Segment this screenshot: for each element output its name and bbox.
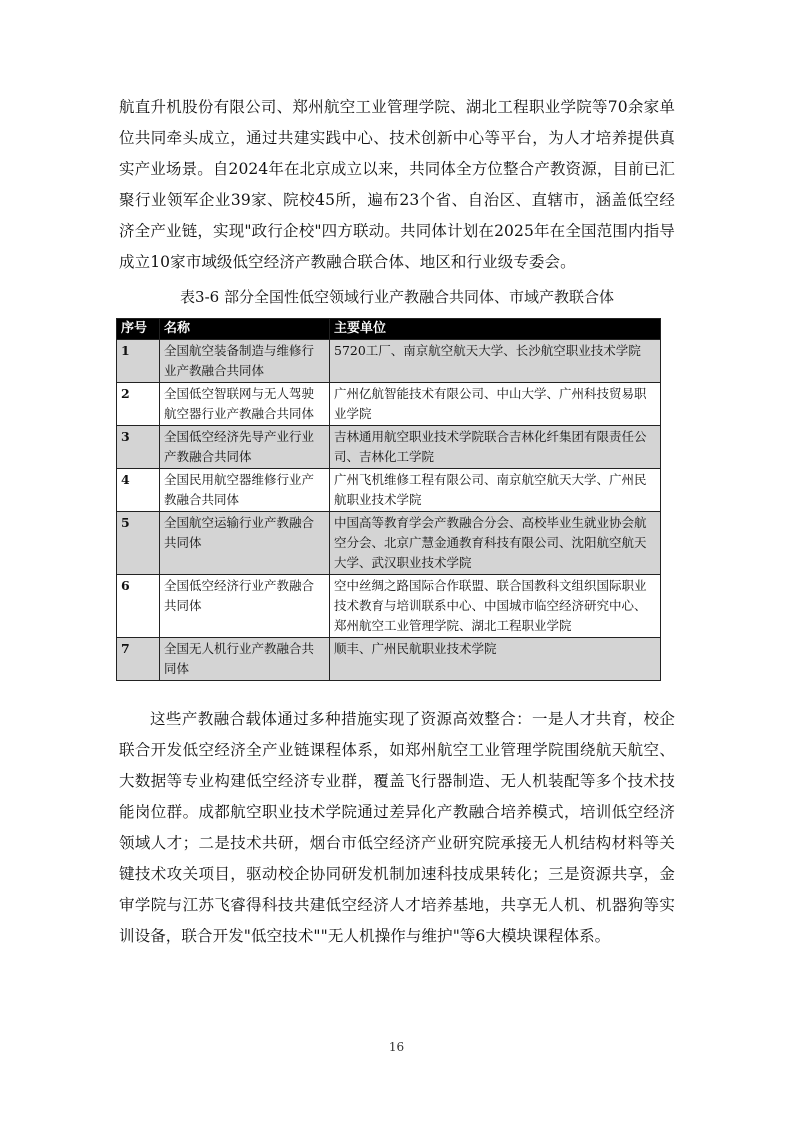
row-units: 广州飞机维修工程有限公司、南京航空航天大学、广州民航职业技术学院 bbox=[330, 469, 661, 512]
table-row bbox=[117, 340, 661, 383]
row-index: 1 bbox=[117, 340, 160, 383]
row-units: 中国高等教育学会产教融合分会、高校毕业生就业协会航空分会、北京广慧金通教育科技有限公司、沈阳航空航天大学、武汉职业技术学院 bbox=[330, 512, 661, 575]
paragraph-bottom: 这些产教融合载体通过多种措施实现了资源高效整合：一是人才共育，校企联合开发低空经济全产业链课程体系，如郑州航空工业管理学院围绕航天航空、大数据等专业构建低空经济专业群，覆盖飞行器制造、无人机装配等多个技术技能岗位群。成都航空职业技术学院通过差异化产教融合培养模式，培训低空经济领域人才；二是技术共研，烟台市低空经济产业研究院承接无人机结构材料等关键技术攻关项目，驱动校企协同研发机制加速科技成果转化；三是资源共享，金审学院与江苏飞睿得科技共建低空经济人才培养基地，共享无人机、机器狗等实训设备，联合开发"低空技术""无人机操作与维护"等6大模块课程体系。 bbox=[119, 710, 675, 945]
row-index: 6 bbox=[117, 575, 160, 638]
header-index: 序号 bbox=[117, 319, 160, 340]
row-name: 全国航空装备制造与维修行业产教融合共同体 bbox=[160, 340, 330, 383]
page-number: 16 bbox=[388, 1040, 405, 1054]
header-units: 主要单位 bbox=[330, 319, 661, 340]
row-units: 广州亿航智能技术有限公司、中山大学、广州科技贸易职业学院 bbox=[330, 383, 661, 426]
table-row bbox=[117, 469, 661, 512]
table-row bbox=[117, 638, 661, 681]
table-row bbox=[117, 426, 661, 469]
paragraph-top: 航直升机股份有限公司、郑州航空工业管理学院、湖北工程职业学院等70余家单位共同牵头成立，通过共建实践中心、技术创新中心等平台，为人才培养提供真实产业场景。自2024年在北京成立以来，共同体全方位整合产教资源，目前已汇聚行业领军企业39家、院校45所，遍布23个省、自治区、直辖市，涵盖低空经济全产业链，实现"政行企校"四方联动。共同体计划在2025年在全国范围内指导成立10家市域级低空经济产教融合联合体、地区和行业级专委会。 bbox=[119, 98, 675, 271]
row-name: 全国低空经济先导产业行业产教融合共同体 bbox=[160, 426, 330, 469]
row-name: 全国低空经济行业产教融合共同体 bbox=[160, 575, 330, 638]
row-units: 空中丝绸之路国际合作联盟、联合国教科文组织国际职业技术教育与培训联系中心、中国城市临空经济研究中心、郑州航空工业管理学院、湖北工程职业学院 bbox=[330, 575, 661, 638]
units-table bbox=[116, 318, 661, 681]
table-header-row bbox=[117, 319, 661, 340]
row-index: 3 bbox=[117, 426, 160, 469]
table-row bbox=[117, 575, 661, 638]
header-name: 名称 bbox=[160, 319, 330, 340]
row-units: 吉林通用航空职业技术学院联合吉林化纤集团有限责任公司、吉林化工学院 bbox=[330, 426, 661, 469]
row-name: 全国低空智联网与无人驾驶航空器行业产教融合共同体 bbox=[160, 383, 330, 426]
table-row bbox=[117, 512, 661, 575]
row-index: 2 bbox=[117, 383, 160, 426]
row-name: 全国航空运输行业产教融合共同体 bbox=[160, 512, 330, 575]
row-name: 全国民用航空器维修行业产教融合共同体 bbox=[160, 469, 330, 512]
row-name: 全国无人机行业产教融合共同体 bbox=[160, 638, 330, 681]
table-caption: 表3-6 部分全国性低空领域行业产教融合共同体、市域产教联合体 bbox=[180, 288, 614, 306]
row-units: 顺丰、广州民航职业技术学院 bbox=[330, 638, 661, 681]
row-units: 5720工厂、南京航空航天大学、长沙航空职业技术学院 bbox=[330, 340, 661, 383]
row-index: 7 bbox=[117, 638, 160, 681]
row-index: 4 bbox=[117, 469, 160, 512]
row-index: 5 bbox=[117, 512, 160, 575]
table-row bbox=[117, 383, 661, 426]
